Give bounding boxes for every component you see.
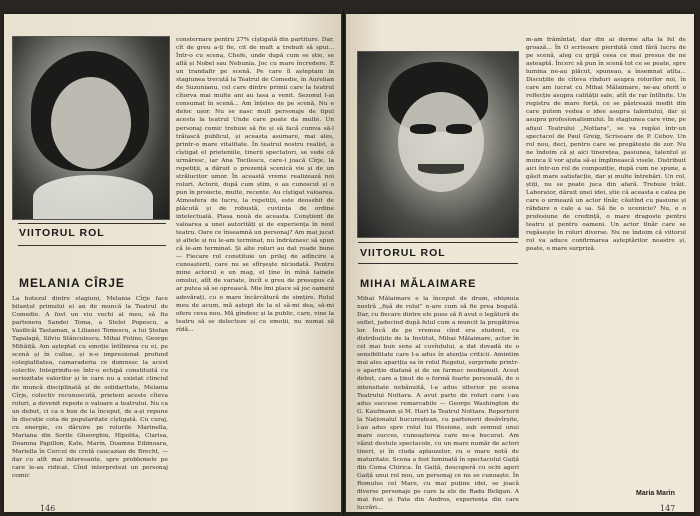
left-heading-rule-mid [18,245,166,246]
right-kicker: VIITORUL ROL [360,247,446,259]
left-col1-text: La botezul dintre stagiuni, Melania Cîrje face bilanțul primului ei an de muncă la Teatrul de Comedie. A fost un viu vechi al meu, să fiu partenera Sandei Toma, a Stelei Popescu, a Vasilicăi Tastaman, a Lilianei Tomescu, a lui Ștefan Tapalagă, Silviu Stănculescu, Mihai Fotino, George Mihăiță. Am așteptat cu emoție întîlnirea cu ei, pe scenă și în culise, și n-o impresionat profund colegialitatea, camaraderia ce domnesc la acest colectiv. Integrindu-se într-o echipă constituită cu seriozitate valorilor și în care nu a existat clinciul de muncă disciplinată și de solidaritate, Melania Cîrje, colectiv recunoscută, prieteni aceste cîteva roluri, a devenit repede o valoare a teatrului. Nu ca un debut, ci ca o bun de la început, de a-și repune în discuție cota de popularitate cîștigată. Cu curaj, cu energie, cu dăruire pe rolurile Marinella, Mariana din Sorile Gheorghiu, Hipolita, Clarisa, Doamna Papillon, Kate, Marin, Doamna Edimoara, Mariella în Cercul de cretă caucazian de Brecht, — dar cu atît mai interesante, spre problemele pe care le-au ridicat. Cînd interpretezi un personaj comic [12,296,168,480]
right-heading-rule-top [358,242,518,243]
portrait-collar [33,175,153,219]
left-heading-rule-top [18,223,166,224]
right-page [346,14,694,512]
portrait-face [398,92,484,192]
portrait-face [51,77,131,169]
portrait-mouth [418,164,464,174]
left-page [4,14,341,512]
portrait-left-eye [410,124,436,134]
portrait-right-eye [446,124,472,134]
right-col2-text: m-am frămîntat, dar din ai dorme alta la fel de groază... În O scrisoare pierdută cind fără lucru de pe scenă, aleg cu grijă ceea ce mai presus de ne așteaptă. Încerc să pun în scenă tot ce se poate, spre lumina ne-au plăcut, spuneau, a însemnat atîta... Discuțiile de cîteva rînduri asupra rolurilor noi, în care am lucrat cu Mihai Mălaimare, ne-au oferit o reflecție asupra calității sale, atît de rar întîlnite. Un registru de mare forță, ce se păstrează inedit din care putem vedea o idee asupra talentului, dar și asupra profesionalismului. În stagiunea care vine, pe afișul Teatrului „Nottara”, se va regăsi într-un spectacol de Paul Greig, Scrisoare de P. Cehov. Un rol nou, deci, pentru care se pregătește de zor. Nu ne îndoim că și aici tinerețea, pasiunea, talentul și munca îl vor ajuta să-și împlinească visele. Distribuit aici într-un rol de compoziție, după cum ne spune, a găsit mare satisfacție, dar și multe întrebări. Un rol, știți, nu se poate juca din afară. Trebuie trăit. Laborator, dăruit unei idei, știe că aceasta e calea pe care o urmează un actor tînăr, căutînd cu pasiune și răbdare o cale a sa. Să fie o ucenicie? Nu, e o profesiune de credință, o mare dragoste pentru teatru și pentru oameni. Un actor tînăr care se regăsește în roluri diverse. Nu ne îndoim că viitorul rol va aduce confirmarea așteptărilor noastre și, poate, o mare surpriză. [526,37,686,253]
left-name: MELANIA CÎRJE [19,276,125,290]
photo-melania-cirje [12,36,170,220]
right-col1-text: Mihai Mălaimare e la început de drum, obișnuia nostră „fișă de rolul” n-are cum să fie prea bogată. Dar, cu fiecare dintre ele puse să fi avut o legătură de suflet, judecind după felul cum a muncit la pregătirea lor. Încă de pe vremea cînd era student, cu distribuțiile de la Institut, Mihai Mălaimare, actor în cel mai bun sens al cuvîntului, a dat dovadă de o sensibilitate care l-a adus în atenția criticii. Amintim mai ales apariția sa în rolul Regelui, surprinde printr-o apariție diafană și de un farmec neobișnuit. Acest debut, care a ținut de o formă foarte personală, de o intensitate nebănuită, l-a adus ulterior pe scena Teatrului Nottara. A avut parte de roluri care i-au adus succese remarcabile — George Washington de G. Kaufmann și M. Hart la Teatrul Nottara. Reportorii la Naționalul bucureștean, cu partenerii desăvîrșite, l-au adus spre rolul lui Hesione, sub semnul unui mare succes, cunoașterea care ne-a bucurat. Am văzut destule spectacole, cu un mare număr de actori tineri, și în ciuda aplauzelor, cu o mare notă de maturitate. Scena a fost luminată în spectacolul Gaiță din Coma Chirica. În Gaiță, descoperă cu ochi ageri Gaiță unui rol nou, un personaj ce nu se cunoaște. În Romulus cel Mare, cu mai puține idei, se joacă diverse personaje pe care la ele de Radu Beligan. A mai fost și Fata din Andros, experiența din care lucrări... [357,296,519,512]
right-heading-rule-mid [358,263,518,264]
right-name: MIHAI MĂLAIMARE [360,278,477,290]
right-page-number: 147 [660,504,676,513]
photo-mihai-malaimare [357,51,519,238]
author-signature: Maria Marin [636,490,675,497]
left-col2-text: consternare pentru 27% cîștigată din partiture. Dar, cît de greu a-ți fie, cit de mult a trebuit să spui... Într-o cu scena, Chefe, unde după cum se știe, se află și Nobel sau Nebunia. Joc cu mare încredere. E un trandafir pe scenă. Pe care îl așteptam in stagiunea trecută la Teatrul de Comedie, în Aurelian de Suzunianu, cel care dintre primii care la teatrul cîtorva mai multe ani au lasa a venit. Sezonul l-ai consumat în scenă... Am înțeles de pe scenă, Nu e deloc ușor. Nu se nasc mult personaje de tipul acesta la teatrul Unde care poate da multe. Un personaj comic trebuie să fie și să facă cumva să-l trăiască publicul, și aceasta asumare, mai ales, printr-o mare vitalitate. În teatrul nostru realist, a cîștigat el prieteniile, tinerii spectatori, se vede că urmăresc, iar Ana Tocilescu, care-i joacă Cîrje, la repetiții, a dăruit o prezență scenică vie și de un strălucitor umor. În această vreme realizează noi roluri. Actorii, după cum știm, o au cunoscut și o pun în proiecte, multe, recente. Au cîștigat valoarea. Atmosfera de lucru, la repetiții, este deosebit de plăcută și de robustă, cuviința de ordine intelectuală. Plasa nouă de aceasta. Conștient de valoarea a unei autorități și de experiența în noul teatru. Oare ce înseamnă un personaj? Am mai jucat și altele și nu le-am terminat, nu îndrăznesc să spun că le-am terminat. Și alte roluri au dat roade bune — Fiecare rol constituie un prilej de adîncire a cunoașterii, care nu se sfîrșește niciodată. Pentru mine actorul e un mag, el ține în mînă tainele omului, atît de variate, încît e greu de presupus că ar putea să se oprească. Mie îmi place să joc oameni adevărați, cu o mare încărcătură de simțire. Rolul meu de acum, mă aștept de la el să-mi dea, să-mi ofere ceva nou. Mă gîndesc și la public, care, vine la teatru să se delecteze și cu emoții, nu numai să rîdă... [176,37,334,333]
left-kicker: VIITORUL ROL [19,227,105,239]
left-page-number: 146 [40,504,56,513]
